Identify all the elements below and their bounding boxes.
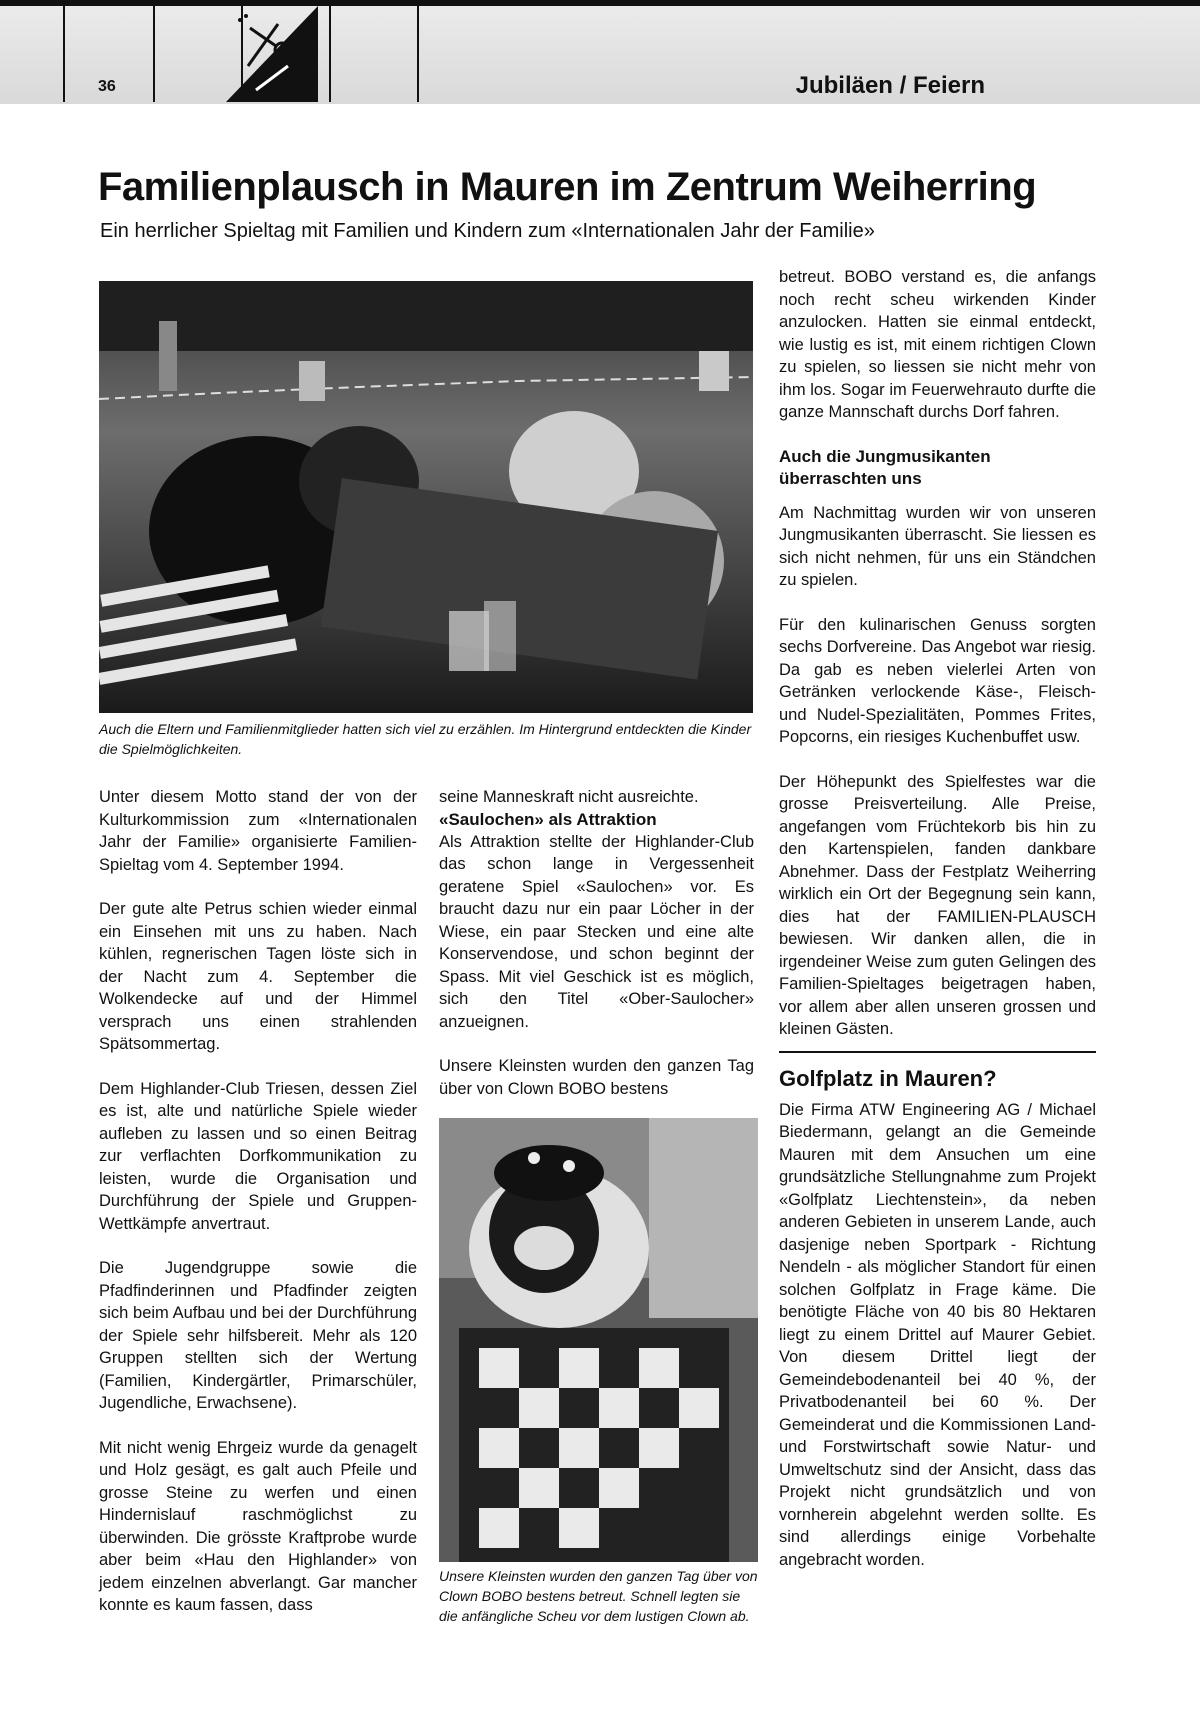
section-divider xyxy=(779,1051,1096,1053)
col2-paragraph: Unsere Kleinsten wurden den ganzen Tag über von Clown BOBO bestens xyxy=(439,1057,754,1098)
col1-paragraph: Die Jugendgruppe sowie die Pfadfinderinnen und Pfadfinder zeigten sich beim Aufbau und bei der Durchführung der Spiele sehr hilfsbereit. Mehr als 120 Gruppen stellten sich der Wertung (Familien, Kindergärtler, Primarschüler, Jugendliche, Erwachsene). xyxy=(99,1259,417,1412)
photo-families-at-table xyxy=(99,281,753,713)
golf-paragraph: Die Firma ATW Engineering AG / Michael Biedermann, gelangt an die Gemeinde Mauren mit dem Ansuchen um eine grundsätzliche Stellungnahme zum Projekt «Golfplatz Liechtenstein», da neben anderen Gebieten in unserem Lande, auch dasjenige neben Sportpark - Richtung Nendeln - als möglicher Standort für einen solchen Golfplatz in Frage käme. Die benötigte Fläche von 40 bis 80 Hektaren liegt zu einem Drittel auf Maurer Gebiet. Von diesem Drittel liegt der Gemeindebodenanteil bei 40 %, der Privatbodenanteil bei 60 %. Der Gemeinderat und die Kommissionen Land- und Forstwirtschaft sowie Natur- und Umweltschutz sind der Ansicht, dass das Projekt nicht grundsätzlich und von vornherein abgelehnt werden sollte. Es sind allerdings einige Vorbehalte angebracht worden. xyxy=(779,1100,1096,1569)
col1-paragraph: Mit nicht wenig Ehrgeiz wurde da genagelt und Holz gesägt, es galt auch Pfeile und grosse Steine zu werfen und einen Hindernislauf raschmöglichst zu überwinden. Die grösste Kraftprobe wurde aber beim «Hau den Highlander» von jedem einzelnen abverlangt. Gar mancher konnte es kaum fassen, dass xyxy=(99,1438,417,1614)
photo-clown-image xyxy=(439,1118,758,1562)
saulochen-heading: «Saulochen» als Attraktion xyxy=(439,809,657,829)
jungmusikanten-heading: Auch die Jungmusikanten überraschten uns xyxy=(779,446,991,488)
col3-intro: betreut. BOBO verstand es, die anfangs noch recht scheu wirkenden Kinder anzulocken. Hatten sie einmal entdeckt, wie lustig es ist, mit einem richtigen Clown zu spielen, so liessen sie nicht mehr von ihm los. Sogar im Feuerwehrauto durfte die ganze Mannschaft durchs Dorf fahren. xyxy=(779,268,1096,421)
article-title: Familienplausch in Mauren im Zentrum Weiherring xyxy=(98,165,1037,209)
col1-paragraph: Dem Highlander-Club Triesen, dessen Ziel es ist, alte und natürliche Spiele wieder aufleben zu lassen und so einen Beitrag zur verflachten Dorfkommunikation zu leisten, wurde die Organisation und Durchführung der Spiele und Gruppen-Wettkämpfe anvertraut. xyxy=(99,1079,417,1233)
col1-paragraph: Unter diesem Motto stand der von der Kulturkommission zum «Internationalen Jahr der Familie» organisierte Familien-Spieltag vom 4. September 1994. xyxy=(99,788,417,874)
photo2-caption: Unsere Kleinsten wurden den ganzen Tag über von Clown BOBO bestens betreut. Schnell legten sie die anfängliche Scheu vor dem lustigen Clown ab. xyxy=(439,1568,758,1624)
col1-paragraph: Der gute alte Petrus schien wieder einmal ein Einsehen mit uns zu haben. Nach kühlen, regnerischen Tagen löste sich in der Nacht zum 4. September die Wolkendecke auf und der Himmel versprach uns einen strahlenden Spätsommertag. xyxy=(99,900,417,1053)
section-title: Jubiläen / Feiern xyxy=(795,72,985,99)
golf-heading: Golfplatz in Mauren? xyxy=(779,1065,997,1091)
photo1-caption: Auch die Eltern und Familienmitglieder hatten sich viel zu erzählen. Im Hintergrund entdeckten die Kinder die Spielmöglichkeiten. xyxy=(99,721,752,757)
col2-paragraph: Als Attraktion stellte der Highlander-Club das schon lange in Vergessenheit geratene Spiel «Saulochen» vor. Es braucht dazu nur ein paar Löcher in der Wiese, ein paar Stecken und eine alte Konservendose, und schon beginnt der Spass. Mit viel Geschick ist es möglich, sich den Titel «Ober-Saulocher» anzueignen. xyxy=(439,832,754,1031)
col3-paragraph: Am Nachmittag wurden wir von unseren Jungmusikanten überrascht. Sie liessen es sich nicht nehmen, für uns ein Ständchen zu spielen. xyxy=(779,503,1096,589)
article-column-3 xyxy=(779,266,1096,1593)
photo-families-image xyxy=(99,281,753,713)
header-box xyxy=(329,6,419,102)
col3-paragraph: Der Höhepunkt des Spielfestes war die grosse Preisverteilung. Alle Preise, angefangen vom Früchtekorb bis hin zu den Kartenspielen, fanden dankbare Abnehmer. Dass der Festplatz Weiherring wirklich ein Ort der Begegnung sein kann, dies hat der FAMILIEN-PLAUSCH bewiesen. Wir danken allen, die in irgendeiner Weise zum guten Gelingen des Familien-Spieltages beigetragen haben, vor allem aber allen unseren grossen und kleinen Gästen. xyxy=(779,772,1096,1038)
article-column-2 xyxy=(439,786,754,1122)
col3-paragraph: Für den kulinarischen Genuss sorgten sechs Dorfvereine. Das Angebot war riesig. Da gab es neben vielerlei Arten von Getränken verlockende Käse-, Fleisch- und Nudel-Spezialitäten, Pommes Frites, Popcorns, ein riesiges Kuchenbuffet usw. xyxy=(779,615,1096,746)
article-column-1 xyxy=(99,786,417,1639)
page-number: 36 xyxy=(98,78,116,95)
article-subtitle: Ein herrlicher Spieltag mit Familien und Kindern zum «Internationalen Jahr der Familie» xyxy=(100,220,875,242)
crossed-tools-icon xyxy=(226,6,318,102)
col2-intro: seine Manneskraft nicht ausreichte. xyxy=(439,788,699,806)
photo-clown-bobo xyxy=(439,1118,758,1562)
